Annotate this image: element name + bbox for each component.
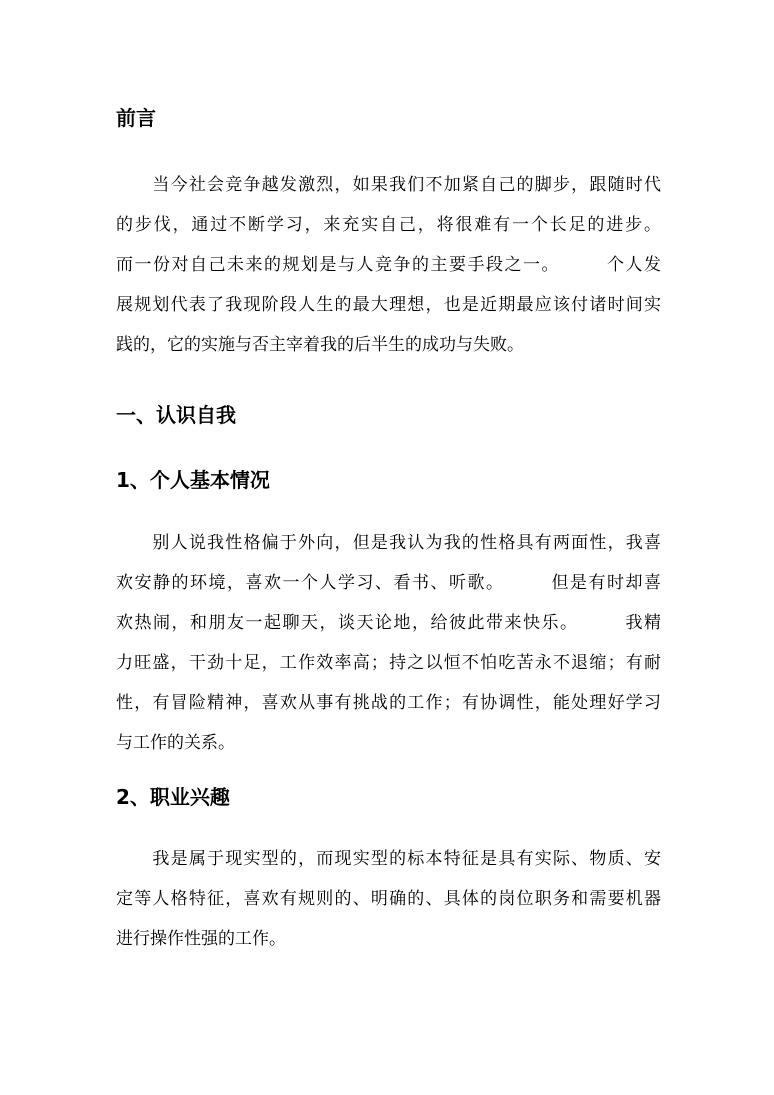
paragraph-line: 我是属于现实型的，而现实型的标本特征是具有实际、物质、安 xyxy=(116,849,661,869)
paragraph-line: 践的，它的实施与否主宰着我的后半生的成功与失败。 xyxy=(116,335,524,355)
career-interest-heading: 2、职业兴趣 xyxy=(116,785,230,809)
paragraph-line: 定等人格特征，喜欢有规则的、明确的、具体的岗位职务和需要机器 xyxy=(116,889,661,909)
basic-info-heading: 1、个人基本情况 xyxy=(116,468,270,492)
paragraph-line: 力旺盛，干劲十足，工作效率高；持之以恒不怕吃苦永不退缩；有耐 xyxy=(116,653,661,673)
paragraph-line: 展规划代表了我现阶段人生的最大理想，也是近期最应该付诸时间实 xyxy=(116,295,661,315)
paragraph-line: 性，有冒险精神，喜欢从事有挑战的工作；有协调性，能处理好学习 xyxy=(116,693,661,713)
paragraph-line: 与工作的关系。 xyxy=(116,733,235,753)
preface-paragraph xyxy=(116,165,661,365)
preface-heading: 前言 xyxy=(116,106,156,130)
self-awareness-heading: 一、认识自我 xyxy=(116,403,236,427)
paragraph-line: 的步伐，通过不断学习，来充实自己，将很难有一个长足的进步。 xyxy=(116,215,661,235)
paragraph-line: 别人说我性格偏于外向，但是我认为我的性格具有两面性，我喜 xyxy=(116,533,661,553)
paragraph-line: 当今社会竞争越发激烈，如果我们不加紧自己的脚步，跟随时代 xyxy=(116,175,661,195)
paragraph-line: 欢热闹，和朋友一起聊天，谈天论地，给彼此带来快乐。 我精 xyxy=(116,613,661,633)
basic-info-paragraph xyxy=(116,523,661,763)
paragraph-line: 而一份对自己未来的规划是与人竞争的主要手段之一。 个人发 xyxy=(116,255,661,275)
paragraph-line: 欢安静的环境，喜欢一个人学习、看书、听歌。 但是有时却喜 xyxy=(116,573,661,593)
career-interest-paragraph xyxy=(116,839,661,959)
paragraph-line: 进行操作性强的工作。 xyxy=(116,929,286,949)
